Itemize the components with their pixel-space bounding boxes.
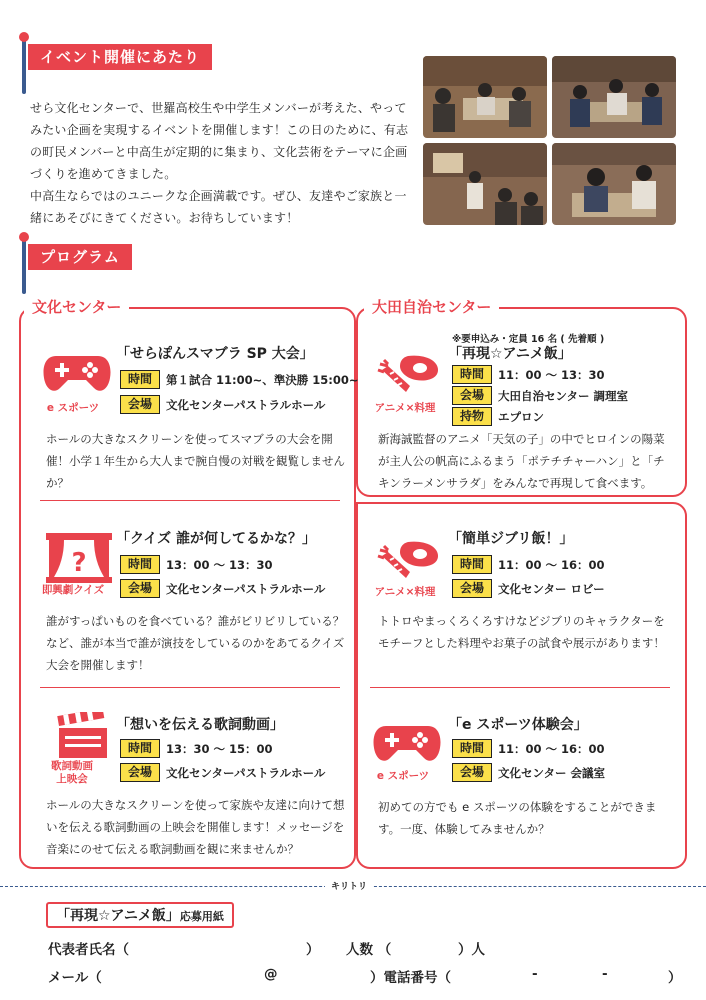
gamepad-icon: [368, 722, 446, 768]
event-desc: ホールの大きなスクリーンを使ってスマブラの大会を開催！小学１年生から大人まで腕自慢の対戦を観覧しませんか？: [46, 432, 345, 490]
time-tag: 時間: [452, 739, 492, 758]
divider: [40, 500, 340, 501]
event-venue-row: [120, 763, 325, 782]
event-title-quiz: 「クイズ 誰が何してるかな？」: [116, 531, 317, 547]
event-desc: 新海誠監督のアニメ「天気の子」の中でヒロインの陽菜が主人公の帆高にふるまう「ポテチチャーハン」と「チキンラーメンサラダ」をみんなで再現して食べます。: [378, 432, 665, 490]
event-time-row: [452, 555, 605, 574]
phone-field[interactable]: [474, 966, 668, 986]
event-time: 13：00 ～ 13：30: [166, 557, 273, 572]
phone-dash-2: -: [602, 966, 608, 982]
event-photo-4: [552, 143, 676, 225]
form-title: [46, 902, 234, 928]
event-title-ghibli: 「簡単ジブリ飯！」: [448, 531, 574, 547]
mail-at: @: [264, 966, 278, 982]
anime-cooking-caption: アニメ×料理: [374, 586, 436, 598]
time-tag: 時間: [452, 365, 492, 384]
divider: [40, 687, 340, 688]
phone-close: ）: [668, 970, 682, 986]
rep-name-label: 代表者氏名（: [48, 942, 129, 958]
venue-tag: 会場: [452, 763, 492, 782]
count-label: 人数 （: [346, 942, 392, 958]
venue-tag: 会場: [120, 763, 160, 782]
bunka-center-title: 文化センター: [24, 297, 129, 317]
event-time: 11：00 ～ 16：00: [498, 557, 605, 572]
program-heading: プログラム: [28, 244, 132, 270]
food-icon: [370, 536, 448, 586]
esports-caption: e スポーツ: [376, 770, 430, 782]
event-venue: 文化センターパストラルホール: [166, 581, 326, 596]
event-title-lyric: 「想いを伝える歌詞動画」: [116, 717, 284, 733]
rep-name-field[interactable]: [148, 938, 304, 958]
event-desc: 誰がすっぱいものを食べている？誰がビリビリしている？など、誰が本当で誰が演技をしているのかをあてるクイズ大会を開催します！: [46, 614, 345, 672]
event-bring: エプロン: [498, 409, 544, 424]
event-venue: 文化センター 会議室: [498, 765, 606, 780]
intro-paragraph-1: せら文化センターで、世羅高校生や中学生メンバーが考えた、やってみたい企画を実現するイベントを開催します！この日のために、有志の町民メンバーと中高生が定期的に集まり、文化芸術をテーマに企画づくりを進めてきました。: [30, 101, 409, 181]
venue-tag: 会場: [120, 579, 160, 598]
mail-field[interactable]: [116, 966, 368, 986]
event-title-esports-taiken: 「e スポーツ体験会」: [448, 717, 588, 733]
event-title-anime-meal: 「再現☆アニメ飯」: [448, 346, 572, 362]
bring-tag: 持物: [452, 407, 492, 426]
clapperboard-icon: [44, 712, 122, 762]
svg-text:?: ?: [71, 548, 87, 578]
phone-label: ）電話番号（: [370, 970, 451, 986]
divider: [370, 687, 670, 688]
event-venue: 文化センターパストラルホール: [166, 765, 326, 780]
esports-caption: e スポーツ: [46, 402, 100, 414]
event-venue: 文化センター ロビー: [498, 581, 605, 596]
event-time: 11：00 ～ 16：00: [498, 741, 605, 756]
mail-label: メール（: [48, 970, 102, 986]
venue-tag: 会場: [452, 386, 492, 405]
rep-name-close: ）: [306, 942, 320, 958]
event-photo-2: [552, 56, 676, 138]
event-time-row: [120, 370, 359, 389]
intro-heading: イベント開催にあたり: [28, 44, 212, 70]
count-unit: ）人: [458, 942, 485, 958]
form-title-sub: 応募用紙: [179, 910, 224, 923]
intro-paragraph-2: 中高生ならではのユニークな企画満載です。ぜひ、友達やご家族と一緒にあそびにきてください。お待ちしています！: [30, 189, 407, 225]
ota-center-title: 大田自治センター: [364, 297, 499, 317]
lyric-video-caption-text: 歌詞動画 上映会: [51, 760, 93, 785]
intro-text: [30, 97, 412, 229]
event-time: 11：00 ～ 13：30: [498, 367, 605, 382]
time-tag: 時間: [120, 555, 160, 574]
event-title-smabura: 「せらぽんスマブラ SP 大会」: [116, 346, 314, 362]
event-desc: ホールの大きなスクリーンを使って家族や友達に向けて想いを伝える歌詞動画の上映会を開催します！メッセージを音楽にのせて伝える歌詞動画を観に来ませんか？: [46, 798, 345, 856]
event-photo-3: [423, 143, 547, 225]
event-time-row: [452, 365, 605, 384]
event-time: 13：30 ～ 15：00: [166, 741, 273, 756]
flag-pole-icon: [22, 36, 26, 94]
event-venue-row: [452, 579, 605, 598]
event-venue-row: [452, 763, 605, 782]
event-time-row: [452, 739, 605, 758]
time-tag: 時間: [452, 555, 492, 574]
time-tag: 時間: [120, 370, 160, 389]
event-venue: 文化センターパストラルホール: [166, 397, 326, 412]
event-bring-row: [452, 407, 544, 426]
event-desc: 初めての方でも e スポーツの体験をすることができます。一度、体験してみませんか？: [378, 800, 657, 836]
event-venue-row: [120, 579, 325, 598]
food-icon: [370, 350, 448, 400]
stage-curtain-icon: [40, 533, 118, 587]
venue-tag: 会場: [452, 579, 492, 598]
event-photo-1: [423, 56, 547, 138]
lyric-video-caption: [40, 760, 104, 786]
event-venue-row: [452, 386, 628, 405]
gamepad-icon: [38, 352, 116, 398]
count-field[interactable]: [408, 938, 458, 958]
event-time-row: [120, 555, 273, 574]
anime-cooking-caption: アニメ×料理: [374, 402, 436, 414]
event-time-row: [120, 739, 273, 758]
event-time: 第１試合 11:00~、準決勝 15:00~: [166, 372, 359, 387]
quiz-caption: 即興劇クイズ: [41, 584, 105, 596]
flag-pole-icon: [22, 236, 26, 294]
venue-tag: 会場: [120, 395, 160, 414]
phone-dash-1: -: [532, 966, 538, 982]
event-note: ※要申込み・定員 16 名 ( 先着順 ): [452, 334, 605, 345]
time-tag: 時間: [120, 739, 160, 758]
event-venue: 大田自治センター 調理室: [498, 388, 629, 403]
cut-label: キリトリ: [325, 879, 373, 892]
form-title-main: 「再現☆アニメ飯」: [56, 908, 180, 924]
event-venue-row: [120, 395, 325, 414]
event-desc: トトロやまっくろくろすけなどジブリのキャラクターをモチーフとした料理やお菓子の試食や展示があります！: [378, 614, 665, 650]
